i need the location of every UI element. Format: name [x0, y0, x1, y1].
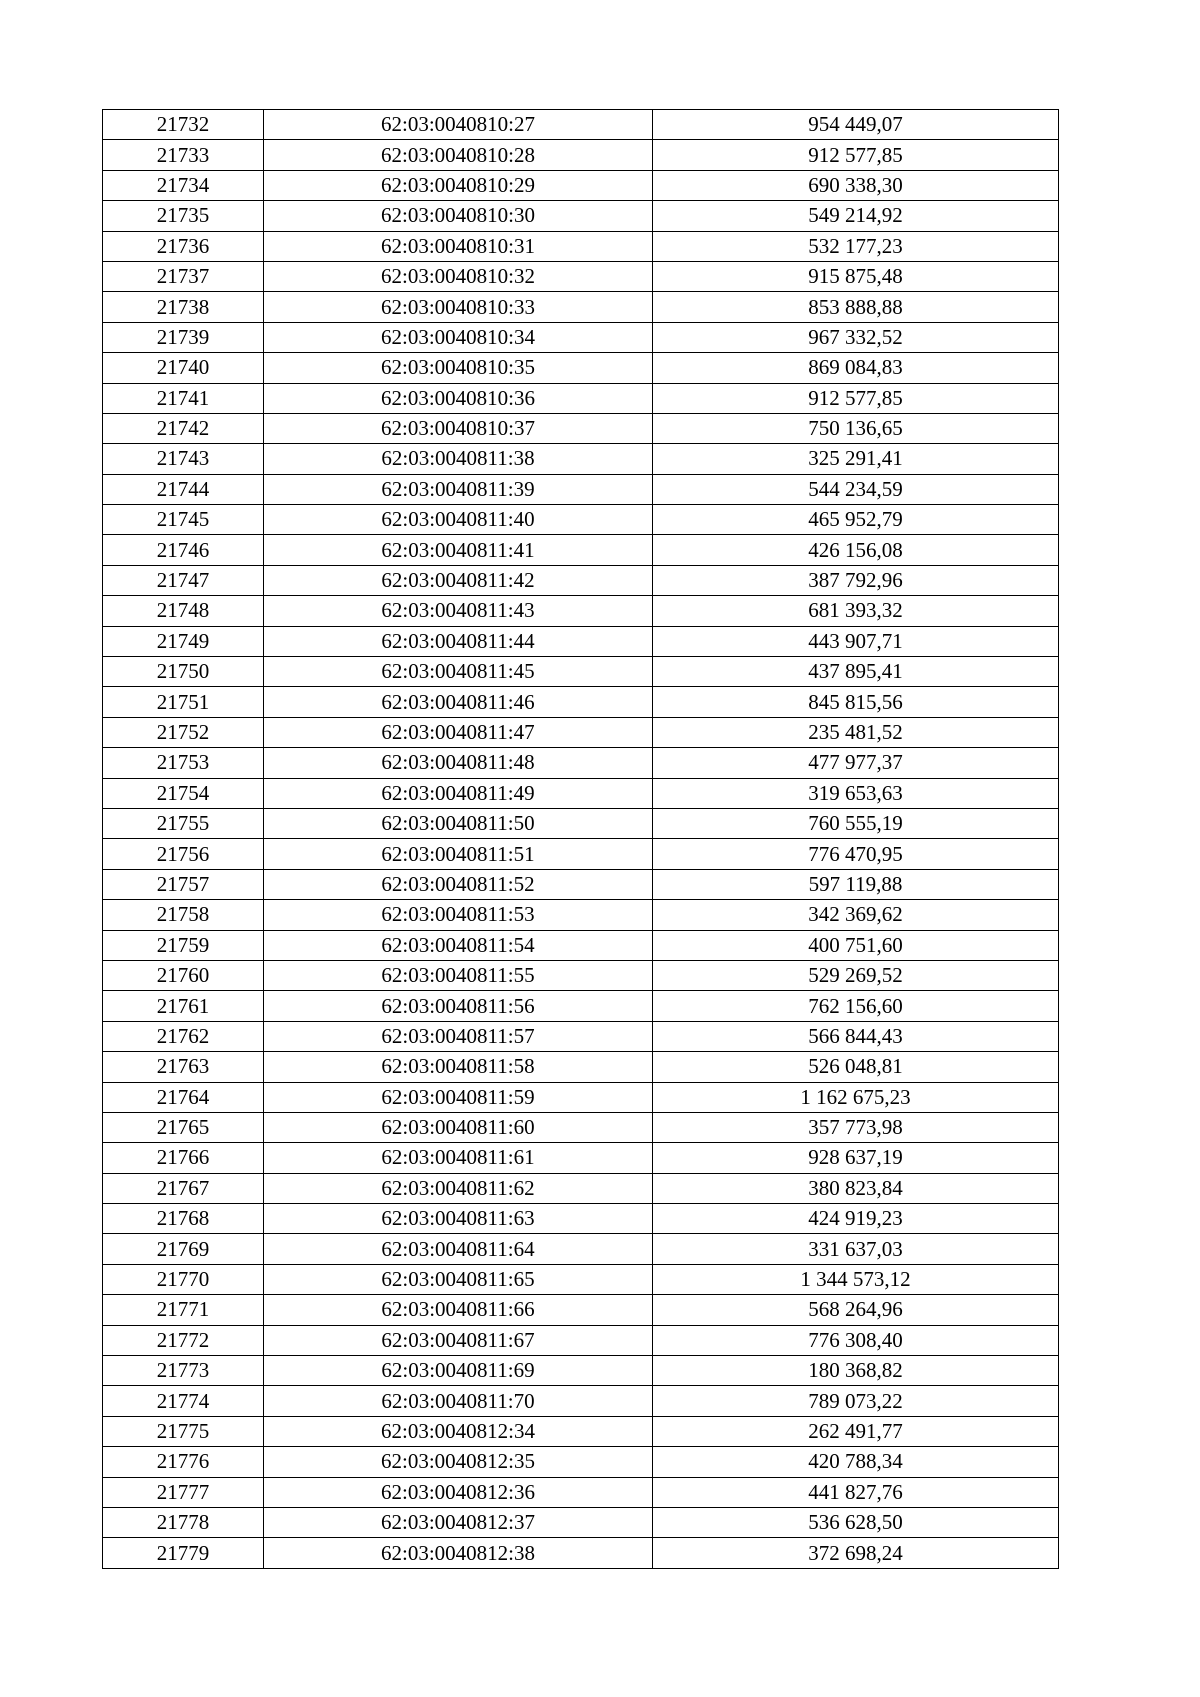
cadastral-value-cell: 357 773,98: [653, 1112, 1059, 1142]
cadastral-value-cell: 372 698,24: [653, 1538, 1059, 1568]
table-row: [103, 1112, 1059, 1142]
cadastral-number-cell: 62:03:0040811:65: [264, 1264, 653, 1294]
cadastral-number-cell: 62:03:0040811:40: [264, 505, 653, 535]
cadastral-value-cell: 424 919,23: [653, 1204, 1059, 1234]
cadastral-value-cell: 760 555,19: [653, 808, 1059, 838]
row-number-cell: 21755: [103, 808, 264, 838]
cadastral-number-cell: 62:03:0040811:46: [264, 687, 653, 717]
row-number-cell: 21750: [103, 657, 264, 687]
cadastral-number-cell: 62:03:0040811:61: [264, 1143, 653, 1173]
cadastral-value-cell: 566 844,43: [653, 1021, 1059, 1051]
row-number-cell: 21779: [103, 1538, 264, 1568]
table-row: [103, 596, 1059, 626]
table-row: [103, 292, 1059, 322]
cadastral-value-cell: 465 952,79: [653, 505, 1059, 535]
row-number-cell: 21735: [103, 201, 264, 231]
cadastral-number-cell: 62:03:0040810:34: [264, 322, 653, 352]
cadastral-value-cell: 420 788,34: [653, 1447, 1059, 1477]
table-row: [103, 1538, 1059, 1568]
row-number-cell: 21776: [103, 1447, 264, 1477]
row-number-cell: 21747: [103, 565, 264, 595]
cadastral-value-cell: 180 368,82: [653, 1356, 1059, 1386]
row-number-cell: 21743: [103, 444, 264, 474]
row-number-cell: 21770: [103, 1264, 264, 1294]
row-number-cell: 21756: [103, 839, 264, 869]
row-number-cell: 21738: [103, 292, 264, 322]
table-row: [103, 505, 1059, 535]
table-row: [103, 140, 1059, 170]
cadastral-value-cell: 526 048,81: [653, 1052, 1059, 1082]
cadastral-value-cell: 380 823,84: [653, 1173, 1059, 1203]
row-number-cell: 21734: [103, 170, 264, 200]
table-row: [103, 1477, 1059, 1507]
table-row: [103, 1021, 1059, 1051]
cadastral-value-cell: 776 470,95: [653, 839, 1059, 869]
cadastral-number-cell: 62:03:0040810:36: [264, 383, 653, 413]
row-number-cell: 21757: [103, 869, 264, 899]
row-number-cell: 21759: [103, 930, 264, 960]
table-row: [103, 1295, 1059, 1325]
row-number-cell: 21773: [103, 1356, 264, 1386]
row-number-cell: 21771: [103, 1295, 264, 1325]
table-row: [103, 261, 1059, 291]
table-row: [103, 869, 1059, 899]
cadastral-number-cell: 62:03:0040811:47: [264, 717, 653, 747]
cadastral-value-cell: 776 308,40: [653, 1325, 1059, 1355]
cadastral-value-cell: 532 177,23: [653, 231, 1059, 261]
table-row: [103, 1325, 1059, 1355]
cadastral-number-cell: 62:03:0040810:27: [264, 110, 653, 140]
table-row: [103, 413, 1059, 443]
row-number-cell: 21767: [103, 1173, 264, 1203]
cadastral-number-cell: 62:03:0040811:66: [264, 1295, 653, 1325]
table-row: [103, 1386, 1059, 1416]
cadastral-number-cell: 62:03:0040810:37: [264, 413, 653, 443]
cadastral-value-cell: 235 481,52: [653, 717, 1059, 747]
cadastral-number-cell: 62:03:0040812:37: [264, 1507, 653, 1537]
cadastral-value-cell: 536 628,50: [653, 1507, 1059, 1537]
row-number-cell: 21741: [103, 383, 264, 413]
table-row: [103, 322, 1059, 352]
cadastral-number-cell: 62:03:0040811:67: [264, 1325, 653, 1355]
cadastral-number-cell: 62:03:0040811:53: [264, 900, 653, 930]
cadastral-number-cell: 62:03:0040811:55: [264, 960, 653, 990]
row-number-cell: 21768: [103, 1204, 264, 1234]
cadastral-value-cell: 342 369,62: [653, 900, 1059, 930]
table-row: [103, 1447, 1059, 1477]
table-row: [103, 1507, 1059, 1537]
cadastral-value-cell: 762 156,60: [653, 991, 1059, 1021]
row-number-cell: 21761: [103, 991, 264, 1021]
cadastral-value-cell: 597 119,88: [653, 869, 1059, 899]
table-row: [103, 1143, 1059, 1173]
table-row: [103, 1356, 1059, 1386]
cadastral-value-cell: 928 637,19: [653, 1143, 1059, 1173]
cadastral-number-cell: 62:03:0040811:57: [264, 1021, 653, 1051]
cadastral-number-cell: 62:03:0040811:52: [264, 869, 653, 899]
cadastral-number-cell: 62:03:0040810:28: [264, 140, 653, 170]
table-row: [103, 839, 1059, 869]
cadastral-value-cell: 681 393,32: [653, 596, 1059, 626]
table-body: [103, 110, 1059, 1569]
row-number-cell: 21736: [103, 231, 264, 261]
cadastral-number-cell: 62:03:0040810:35: [264, 353, 653, 383]
table-row: [103, 565, 1059, 595]
row-number-cell: 21764: [103, 1082, 264, 1112]
cadastral-value-cell: 443 907,71: [653, 626, 1059, 656]
cadastral-value-cell: 262 491,77: [653, 1416, 1059, 1446]
row-number-cell: 21754: [103, 778, 264, 808]
table-row: [103, 1173, 1059, 1203]
table-row: [103, 110, 1059, 140]
cadastral-value-cell: 549 214,92: [653, 201, 1059, 231]
table-row: [103, 383, 1059, 413]
row-number-cell: 21769: [103, 1234, 264, 1264]
cadastral-value-cell: 912 577,85: [653, 383, 1059, 413]
cadastral-value-cell: 967 332,52: [653, 322, 1059, 352]
cadastral-value-cell: 544 234,59: [653, 474, 1059, 504]
cadastral-value-cell: 853 888,88: [653, 292, 1059, 322]
row-number-cell: 21752: [103, 717, 264, 747]
cadastral-number-cell: 62:03:0040811:58: [264, 1052, 653, 1082]
cadastral-value-cell: 912 577,85: [653, 140, 1059, 170]
cadastral-number-cell: 62:03:0040812:38: [264, 1538, 653, 1568]
table-row: [103, 687, 1059, 717]
cadastral-value-cell: 869 084,83: [653, 353, 1059, 383]
cadastral-number-cell: 62:03:0040810:33: [264, 292, 653, 322]
row-number-cell: 21749: [103, 626, 264, 656]
row-number-cell: 21740: [103, 353, 264, 383]
table-row: [103, 474, 1059, 504]
cadastral-value-cell: 568 264,96: [653, 1295, 1059, 1325]
cadastral-number-cell: 62:03:0040810:30: [264, 201, 653, 231]
row-number-cell: 21732: [103, 110, 264, 140]
row-number-cell: 21745: [103, 505, 264, 535]
cadastral-value-cell: 954 449,07: [653, 110, 1059, 140]
table-row: [103, 1264, 1059, 1294]
row-number-cell: 21778: [103, 1507, 264, 1537]
cadastral-number-cell: 62:03:0040812:35: [264, 1447, 653, 1477]
cadastral-number-cell: 62:03:0040811:43: [264, 596, 653, 626]
cadastral-value-cell: 789 073,22: [653, 1386, 1059, 1416]
cadastral-number-cell: 62:03:0040811:45: [264, 657, 653, 687]
cadastral-value-cell: 325 291,41: [653, 444, 1059, 474]
cadastral-value-cell: 426 156,08: [653, 535, 1059, 565]
table-row: [103, 900, 1059, 930]
cadastral-value-cell: 529 269,52: [653, 960, 1059, 990]
cadastral-value-cell: 1 162 675,23: [653, 1082, 1059, 1112]
row-number-cell: 21758: [103, 900, 264, 930]
cadastral-number-cell: 62:03:0040811:59: [264, 1082, 653, 1112]
row-number-cell: 21774: [103, 1386, 264, 1416]
table-row: [103, 808, 1059, 838]
table-row: [103, 991, 1059, 1021]
cadastral-number-cell: 62:03:0040811:44: [264, 626, 653, 656]
table-row: [103, 1416, 1059, 1446]
row-number-cell: 21748: [103, 596, 264, 626]
table-row: [103, 1082, 1059, 1112]
cadastral-value-cell: 690 338,30: [653, 170, 1059, 200]
table-row: [103, 1204, 1059, 1234]
cadastral-value-cell: 437 895,41: [653, 657, 1059, 687]
table-row: [103, 231, 1059, 261]
row-number-cell: 21746: [103, 535, 264, 565]
cadastral-value-cell: 441 827,76: [653, 1477, 1059, 1507]
table-row: [103, 960, 1059, 990]
table-row: [103, 778, 1059, 808]
cadastral-number-cell: 62:03:0040810:29: [264, 170, 653, 200]
cadastral-value-cell: 1 344 573,12: [653, 1264, 1059, 1294]
table-row: [103, 535, 1059, 565]
cadastral-value-table: [102, 109, 1059, 1569]
cadastral-number-cell: 62:03:0040811:70: [264, 1386, 653, 1416]
table-row: [103, 170, 1059, 200]
cadastral-number-cell: 62:03:0040811:49: [264, 778, 653, 808]
table-row: [103, 717, 1059, 747]
table-row: [103, 748, 1059, 778]
row-number-cell: 21739: [103, 322, 264, 352]
cadastral-number-cell: 62:03:0040811:50: [264, 808, 653, 838]
cadastral-value-cell: 319 653,63: [653, 778, 1059, 808]
cadastral-value-cell: 915 875,48: [653, 261, 1059, 291]
cadastral-value-cell: 845 815,56: [653, 687, 1059, 717]
cadastral-number-cell: 62:03:0040810:31: [264, 231, 653, 261]
cadastral-number-cell: 62:03:0040811:41: [264, 535, 653, 565]
cadastral-value-cell: 387 792,96: [653, 565, 1059, 595]
cadastral-number-cell: 62:03:0040812:36: [264, 1477, 653, 1507]
row-number-cell: 21742: [103, 413, 264, 443]
cadastral-number-cell: 62:03:0040811:38: [264, 444, 653, 474]
table-row: [103, 1052, 1059, 1082]
cadastral-number-cell: 62:03:0040811:64: [264, 1234, 653, 1264]
row-number-cell: 21753: [103, 748, 264, 778]
row-number-cell: 21765: [103, 1112, 264, 1142]
row-number-cell: 21772: [103, 1325, 264, 1355]
row-number-cell: 21733: [103, 140, 264, 170]
table-row: [103, 1234, 1059, 1264]
cadastral-number-cell: 62:03:0040812:34: [264, 1416, 653, 1446]
table-row: [103, 353, 1059, 383]
cadastral-number-cell: 62:03:0040811:39: [264, 474, 653, 504]
cadastral-number-cell: 62:03:0040811:42: [264, 565, 653, 595]
cadastral-number-cell: 62:03:0040811:56: [264, 991, 653, 1021]
row-number-cell: 21777: [103, 1477, 264, 1507]
row-number-cell: 21763: [103, 1052, 264, 1082]
row-number-cell: 21760: [103, 960, 264, 990]
row-number-cell: 21762: [103, 1021, 264, 1051]
cadastral-number-cell: 62:03:0040811:60: [264, 1112, 653, 1142]
cadastral-value-cell: 400 751,60: [653, 930, 1059, 960]
cadastral-value-cell: 331 637,03: [653, 1234, 1059, 1264]
table-row: [103, 626, 1059, 656]
cadastral-number-cell: 62:03:0040811:54: [264, 930, 653, 960]
cadastral-number-cell: 62:03:0040811:62: [264, 1173, 653, 1203]
row-number-cell: 21737: [103, 261, 264, 291]
cadastral-number-cell: 62:03:0040811:69: [264, 1356, 653, 1386]
row-number-cell: 21744: [103, 474, 264, 504]
row-number-cell: 21751: [103, 687, 264, 717]
cadastral-value-cell: 477 977,37: [653, 748, 1059, 778]
table-row: [103, 930, 1059, 960]
cadastral-number-cell: 62:03:0040810:32: [264, 261, 653, 291]
cadastral-value-cell: 750 136,65: [653, 413, 1059, 443]
table-row: [103, 657, 1059, 687]
table-row: [103, 201, 1059, 231]
row-number-cell: 21775: [103, 1416, 264, 1446]
cadastral-number-cell: 62:03:0040811:63: [264, 1204, 653, 1234]
row-number-cell: 21766: [103, 1143, 264, 1173]
cadastral-number-cell: 62:03:0040811:51: [264, 839, 653, 869]
cadastral-number-cell: 62:03:0040811:48: [264, 748, 653, 778]
table-row: [103, 444, 1059, 474]
